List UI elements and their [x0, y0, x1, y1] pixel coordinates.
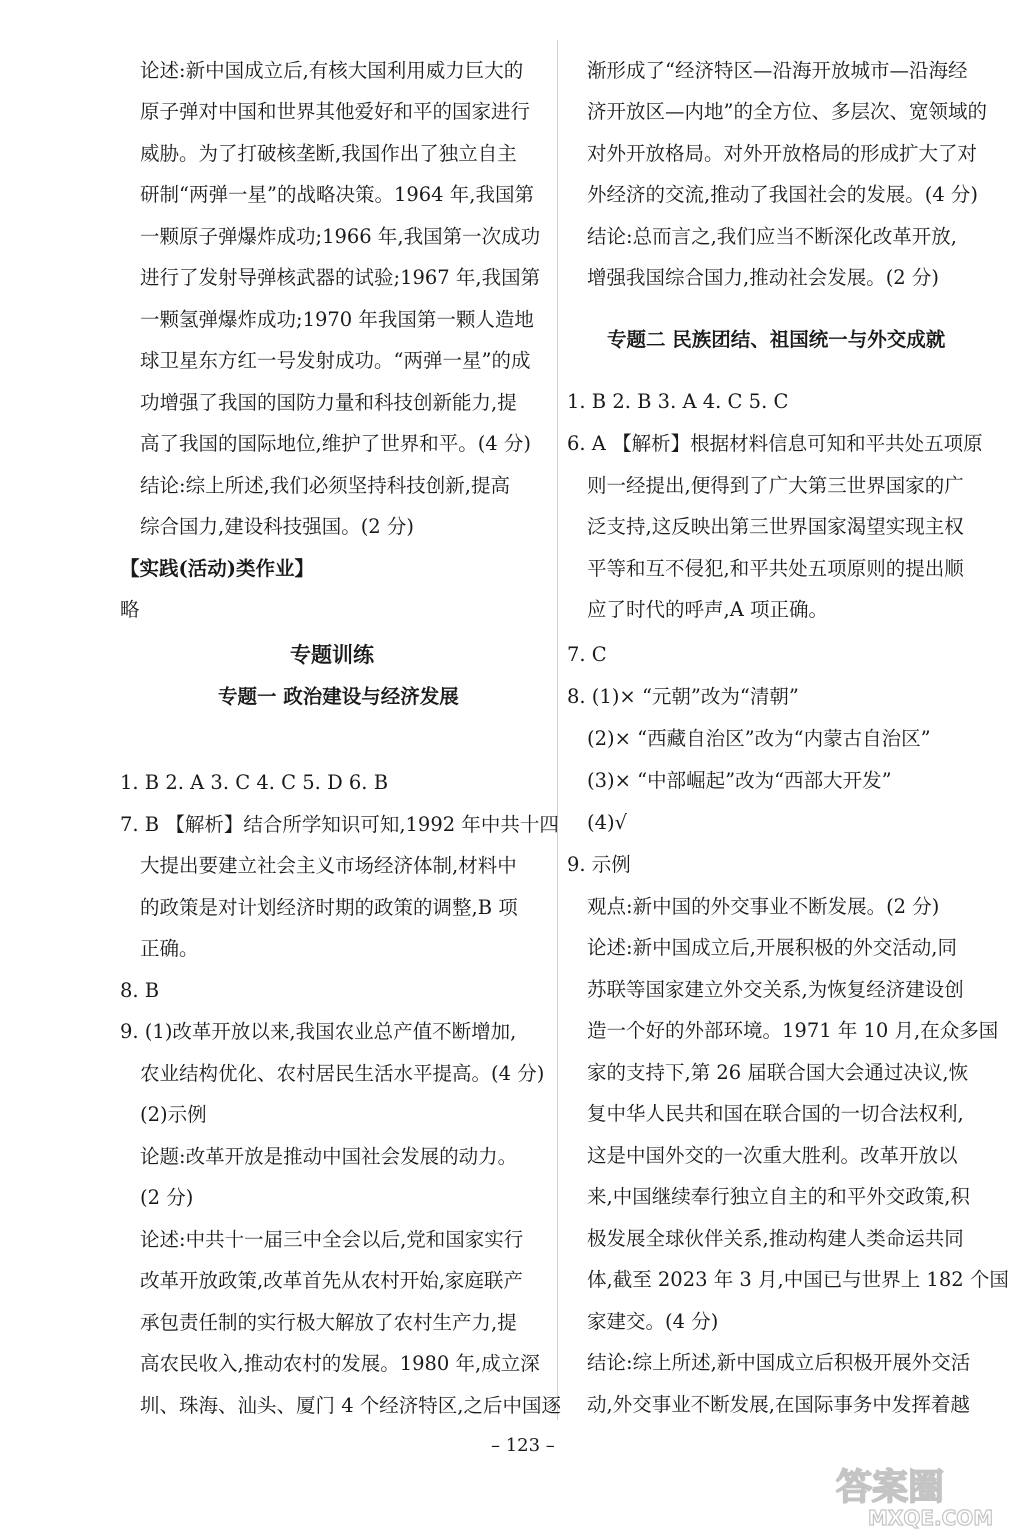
left-column-line: 农业结构优化、农村居民生活水平提高。(4 分): [140, 1062, 545, 1085]
left-column-line: 改革开放政策,改革首先从农村开始,家庭联产: [140, 1269, 523, 1292]
left-column-line: 正确。: [140, 937, 199, 960]
left-column-line: 【实践(活动)类作业】: [120, 557, 314, 580]
left-column-line: 圳、珠海、汕头、厦门 4 个经济特区,之后中国逐: [140, 1394, 562, 1417]
right-column-line: 7. C: [567, 643, 607, 666]
right-column-line: 外经济的交流,推动了我国社会的发展。(4 分): [587, 183, 979, 206]
right-column-line: 观点:新中国的外交事业不断发展。(2 分): [587, 895, 940, 918]
right-column-line: 动,外交事业不断发展,在国际事务中发挥着越: [587, 1393, 970, 1416]
left-column-line: 7. B 【解析】结合所学知识可知,1992 年中共十四: [120, 813, 559, 836]
right-column-line: 复中华人民共和国在联合国的一切合法权利,: [587, 1102, 964, 1125]
left-column-line: 一颗原子弹爆炸成功;1966 年,我国第一次成功: [140, 225, 541, 248]
right-column-line: 造一个好的外部环境。1971 年 10 月,在众多国: [587, 1019, 999, 1042]
left-column-line: 论述:中共十一届三中全会以后,党和国家实行: [140, 1228, 524, 1251]
left-column-line: 大提出要建立社会主义市场经济体制,材料中: [140, 854, 517, 877]
right-column-line: 来,中国继续奉行独立自主的和平外交政策,积: [587, 1185, 970, 1208]
left-column-line: 进行了发射导弹核武器的试验;1967 年,我国第: [140, 266, 541, 289]
right-column-line: 1. B 2. B 3. A 4. C 5. C: [567, 390, 789, 413]
left-column-line: 8. B: [120, 979, 160, 1002]
left-column-line: 专题一 政治建设与经济发展: [218, 685, 459, 708]
right-column-line: 9. 示例: [567, 853, 631, 876]
watermark-logo: [830, 1455, 1005, 1530]
left-column-line: 功增强了我国的国防力量和科技创新能力,提: [140, 391, 517, 414]
left-column-line: 9. (1)改革开放以来,我国农业总产值不断增加,: [120, 1020, 517, 1043]
right-column-line: (2)× “西藏自治区”改为“内蒙古自治区”: [587, 727, 931, 750]
right-column-line: 应了时代的呼声,A 项正确。: [587, 598, 828, 621]
right-column-line: 结论:总而言之,我们应当不断深化改革开放,: [587, 225, 957, 248]
left-column-line: 高了我国的国际地位,维护了世界和平。(4 分): [140, 432, 532, 455]
right-column-line: 泛支持,这反映出第三世界国家渴望实现主权: [587, 515, 964, 538]
right-column-line: 专题二 民族团结、祖国统一与外交成就: [607, 328, 946, 351]
right-column-line: 极发展全球伙伴关系,推动构建人类命运共同: [587, 1227, 964, 1250]
left-column-line: 1. B 2. A 3. C 4. C 5. D 6. B: [120, 771, 389, 794]
left-column-line: 威胁。为了打破核垄断,我国作出了独立自主: [140, 142, 517, 165]
right-column-line: 济开放区—内地”的全方位、多层次、宽领域的: [587, 100, 987, 123]
right-column-line: 苏联等国家建立外交关系,为恢复经济建设创: [587, 978, 964, 1001]
column-divider: [557, 40, 558, 1420]
left-column-line: 专题训练: [290, 642, 374, 667]
right-column-line: 对外开放格局。对外开放格局的形成扩大了对: [587, 142, 978, 165]
right-column-line: 结论:综上所述,新中国成立后积极开展外交活: [587, 1351, 971, 1374]
left-column-line: (2 分): [140, 1186, 194, 1209]
right-column-line: 论述:新中国成立后,开展积极的外交活动,同: [587, 936, 957, 959]
left-column-line: 原子弹对中国和世界其他爱好和平的国家进行: [140, 100, 531, 123]
right-column-line: (4)√: [587, 811, 628, 834]
watermark-url: MXQE.COM: [868, 1506, 994, 1530]
left-column-line: 高农民收入,推动农村的发展。1980 年,成立深: [140, 1352, 540, 1375]
right-column-line: 6. A 【解析】根据材料信息可知和平共处五项原: [567, 432, 983, 455]
page-number: – 123 –: [491, 1435, 555, 1456]
left-column-line: 略: [120, 598, 140, 621]
right-column-line: 这是中国外交的一次重大胜利。改革开放以: [587, 1144, 958, 1167]
watermark-text: 答案圈: [836, 1467, 945, 1508]
right-column-line: 平等和互不侵犯,和平共处五项原则的提出顺: [587, 557, 964, 580]
left-column-line: 研制“两弹一星”的战略决策。1964 年,我国第: [140, 183, 534, 206]
right-column-line: 体,截至 2023 年 3 月,中国已与世界上 182 个国: [587, 1268, 1009, 1291]
right-column-line: 渐形成了“经济特区—沿海开放城市—沿海经: [587, 59, 968, 82]
right-column-line: 家的支持下,第 26 届联合国大会通过决议,恢: [587, 1061, 969, 1084]
left-column-line: 结论:综上所述,我们必须坚持科技创新,提高: [140, 474, 510, 497]
left-column-line: (2)示例: [140, 1103, 207, 1126]
right-column-line: 增强我国综合国力,推动社会发展。(2 分): [587, 266, 940, 289]
right-column-line: 家建交。(4 分): [587, 1310, 719, 1333]
left-column-line: 的政策是对计划经济时期的政策的调整,B 项: [140, 896, 518, 919]
right-column-line: (3)× “中部崛起”改为“西部大开发”: [587, 769, 892, 792]
right-column-line: 则一经提出,便得到了广大第三世界国家的广: [587, 474, 964, 497]
left-column-line: 综合国力,建设科技强国。(2 分): [140, 515, 415, 538]
left-column-line: 论题:改革开放是推动中国社会发展的动力。: [140, 1145, 518, 1168]
left-column-line: 球卫星东方红一号发射成功。“两弹一星”的成: [140, 349, 531, 372]
left-column-line: 一颗氢弹爆炸成功;1970 年我国第一颗人造地: [140, 308, 534, 331]
right-column-line: 8. (1)× “元朝”改为“清朝”: [567, 685, 799, 708]
left-column-line: 承包责任制的实行极大解放了农村生产力,提: [140, 1311, 517, 1334]
left-column-line: 论述:新中国成立后,有核大国利用威力巨大的: [140, 59, 524, 82]
